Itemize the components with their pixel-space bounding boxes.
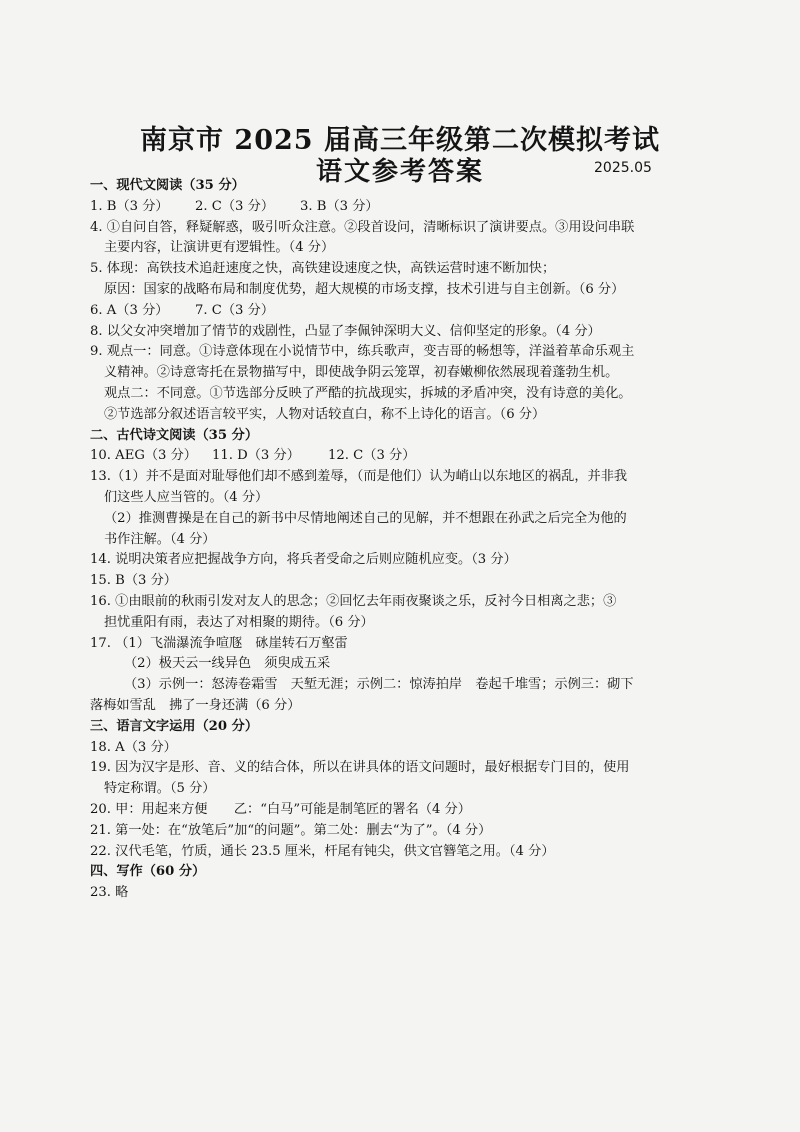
answer-q2: 2. C（3 分） [195,198,275,214]
answer-q20: 20. 甲：用起来方便 乙：“白马”可能是制笔匠的署名（4 分） [90,801,471,817]
answer-q14: 14. 说明决策者应把握战争方向，将兵者受命之后则应随机应变。（3 分） [90,552,517,568]
answer-q10: 10. AEG（3 分） [90,448,197,464]
answer-q13-line2: 们这些人应当管的。（4 分） [104,489,269,505]
answer-q16-line2: 担忧重阳有雨，表达了对相聚的期待。（6 分） [104,614,374,630]
answer-q4-line1: 4. ①自问自答，释疑解惑，吸引听众注意。②段首设问，清晰标识了演讲要点。③用设问串联 [90,219,635,235]
answer-row-6-7 [90,301,690,322]
answer-q6: 6. A（3 分） [90,302,169,318]
answer-q15: 15. B（3 分） [90,573,177,589]
answer-q21: 21. 第一处：在“放笔后”加“的问题”。第二处：删去“为了”。（4 分） [90,822,492,838]
answer-q5-line1: 5. 体现：高铁技术追赶速度之快，高铁建设速度之快，高铁运营时速不断加快； [90,261,556,277]
page-subtitle: 语文参考答案 [315,157,484,187]
answer-q11: 11. D（3 分） [212,448,300,464]
answer-q19-line1: 19. 因为汉字是形、音、义的结合体，所以在讲具体的语文问题时，最好根据专门目的，使用 [90,760,630,776]
answer-q23: 23. 略 [90,885,129,901]
answer-q5-line2: 原因：国家的战略布局和制度优势，超大规模的市场支撑，技术引进与自主创新。（6 分） [104,281,625,297]
answer-q9-line4: ②节选部分叙述语言较平实，人物对话较直白，称不上诗化的语言。（6 分） [104,406,546,422]
answer-q17-line2: （2）极天云一线异色 须臾成五采 [124,656,331,672]
section-heading-4: 四、写作（60 分） [90,864,206,880]
answer-q17-line4: 落梅如雪乱 拂了一身还满（6 分） [90,697,301,713]
answer-q8: 8. 以父女冲突增加了情节的戏剧性，凸显了李佩钟深明大义、信仰坚定的形象。（4 分） [90,323,601,339]
answer-q13-line3: （2）推测曹操是在自己的新书中尽情地阐述自己的见解，并不想跟在孙武之后完全为他的 [104,510,627,526]
page-title: 南京市 2025 届高三年级第二次模拟考试 [140,125,660,156]
answer-q9-line2: 义精神。②诗意寄托在景物描写中，即使战争阴云笼罩，初春嫩柳依然展现着蓬勃生机。 [104,365,619,381]
answer-q17-line1: 17. （1）飞湍瀑流争喧豗 砯崖转石万壑雷 [90,635,348,651]
answer-q17-line3: （3）示例一：怒涛卷霜雪 天堑无涯；示例二：惊涛拍岸 卷起千堆雪；示例三：砌下 [124,677,634,693]
answer-q7: 7. C（3 分） [195,302,275,318]
answer-q22: 22. 汉代毛笔，竹质，通长 23.5 厘米，杆尾有钝尖，供文官簪笔之用。（4 分） [90,843,555,859]
answer-q19-line2: 特定称谓。（5 分） [104,781,216,797]
section-heading-3: 三、语言文字运用（20 分） [90,718,259,734]
answer-q4-line2: 主要内容，让演讲更有逻辑性。（4 分） [104,240,335,256]
answer-q13-line4: 书作注解。（4 分） [104,531,216,547]
answer-q3: 3. B（3 分） [300,198,379,214]
answer-q13-line1: 13.（1）并不是面对耻辱他们却不感到羞辱，（而是他们）认为峭山以东地区的祸乱，并非我 [90,469,628,485]
answer-content [90,176,690,904]
answer-row-1-3 [90,197,690,218]
section-heading-2: 二、古代诗文阅读（35 分） [90,427,259,443]
answer-q9-line3: 观点二：不同意。①节选部分反映了严酷的抗战现实，拆城的矛盾冲突，没有诗意的美化。 [104,385,632,401]
answer-row-10-12 [90,446,690,467]
section-heading-1: 一、现代文阅读（35 分） [90,178,245,193]
answer-q12: 12. C（3 分） [328,448,416,464]
answer-q16-line1: 16. ①由眼前的秋雨引发对友人的思念；②回忆去年雨夜聚谈之乐，反衬今日相离之悲；③ [90,593,617,609]
answer-q9-line1: 9. 观点一：同意。①诗意体现在小说情节中，练兵歌声，变吉哥的畅想等，洋溢着革命乐观主 [90,344,635,360]
answer-q18: 18. A（3 分） [90,739,177,755]
exam-date: 2025.05 [594,160,652,176]
answer-q1: 1. B（3 分） [90,198,169,214]
